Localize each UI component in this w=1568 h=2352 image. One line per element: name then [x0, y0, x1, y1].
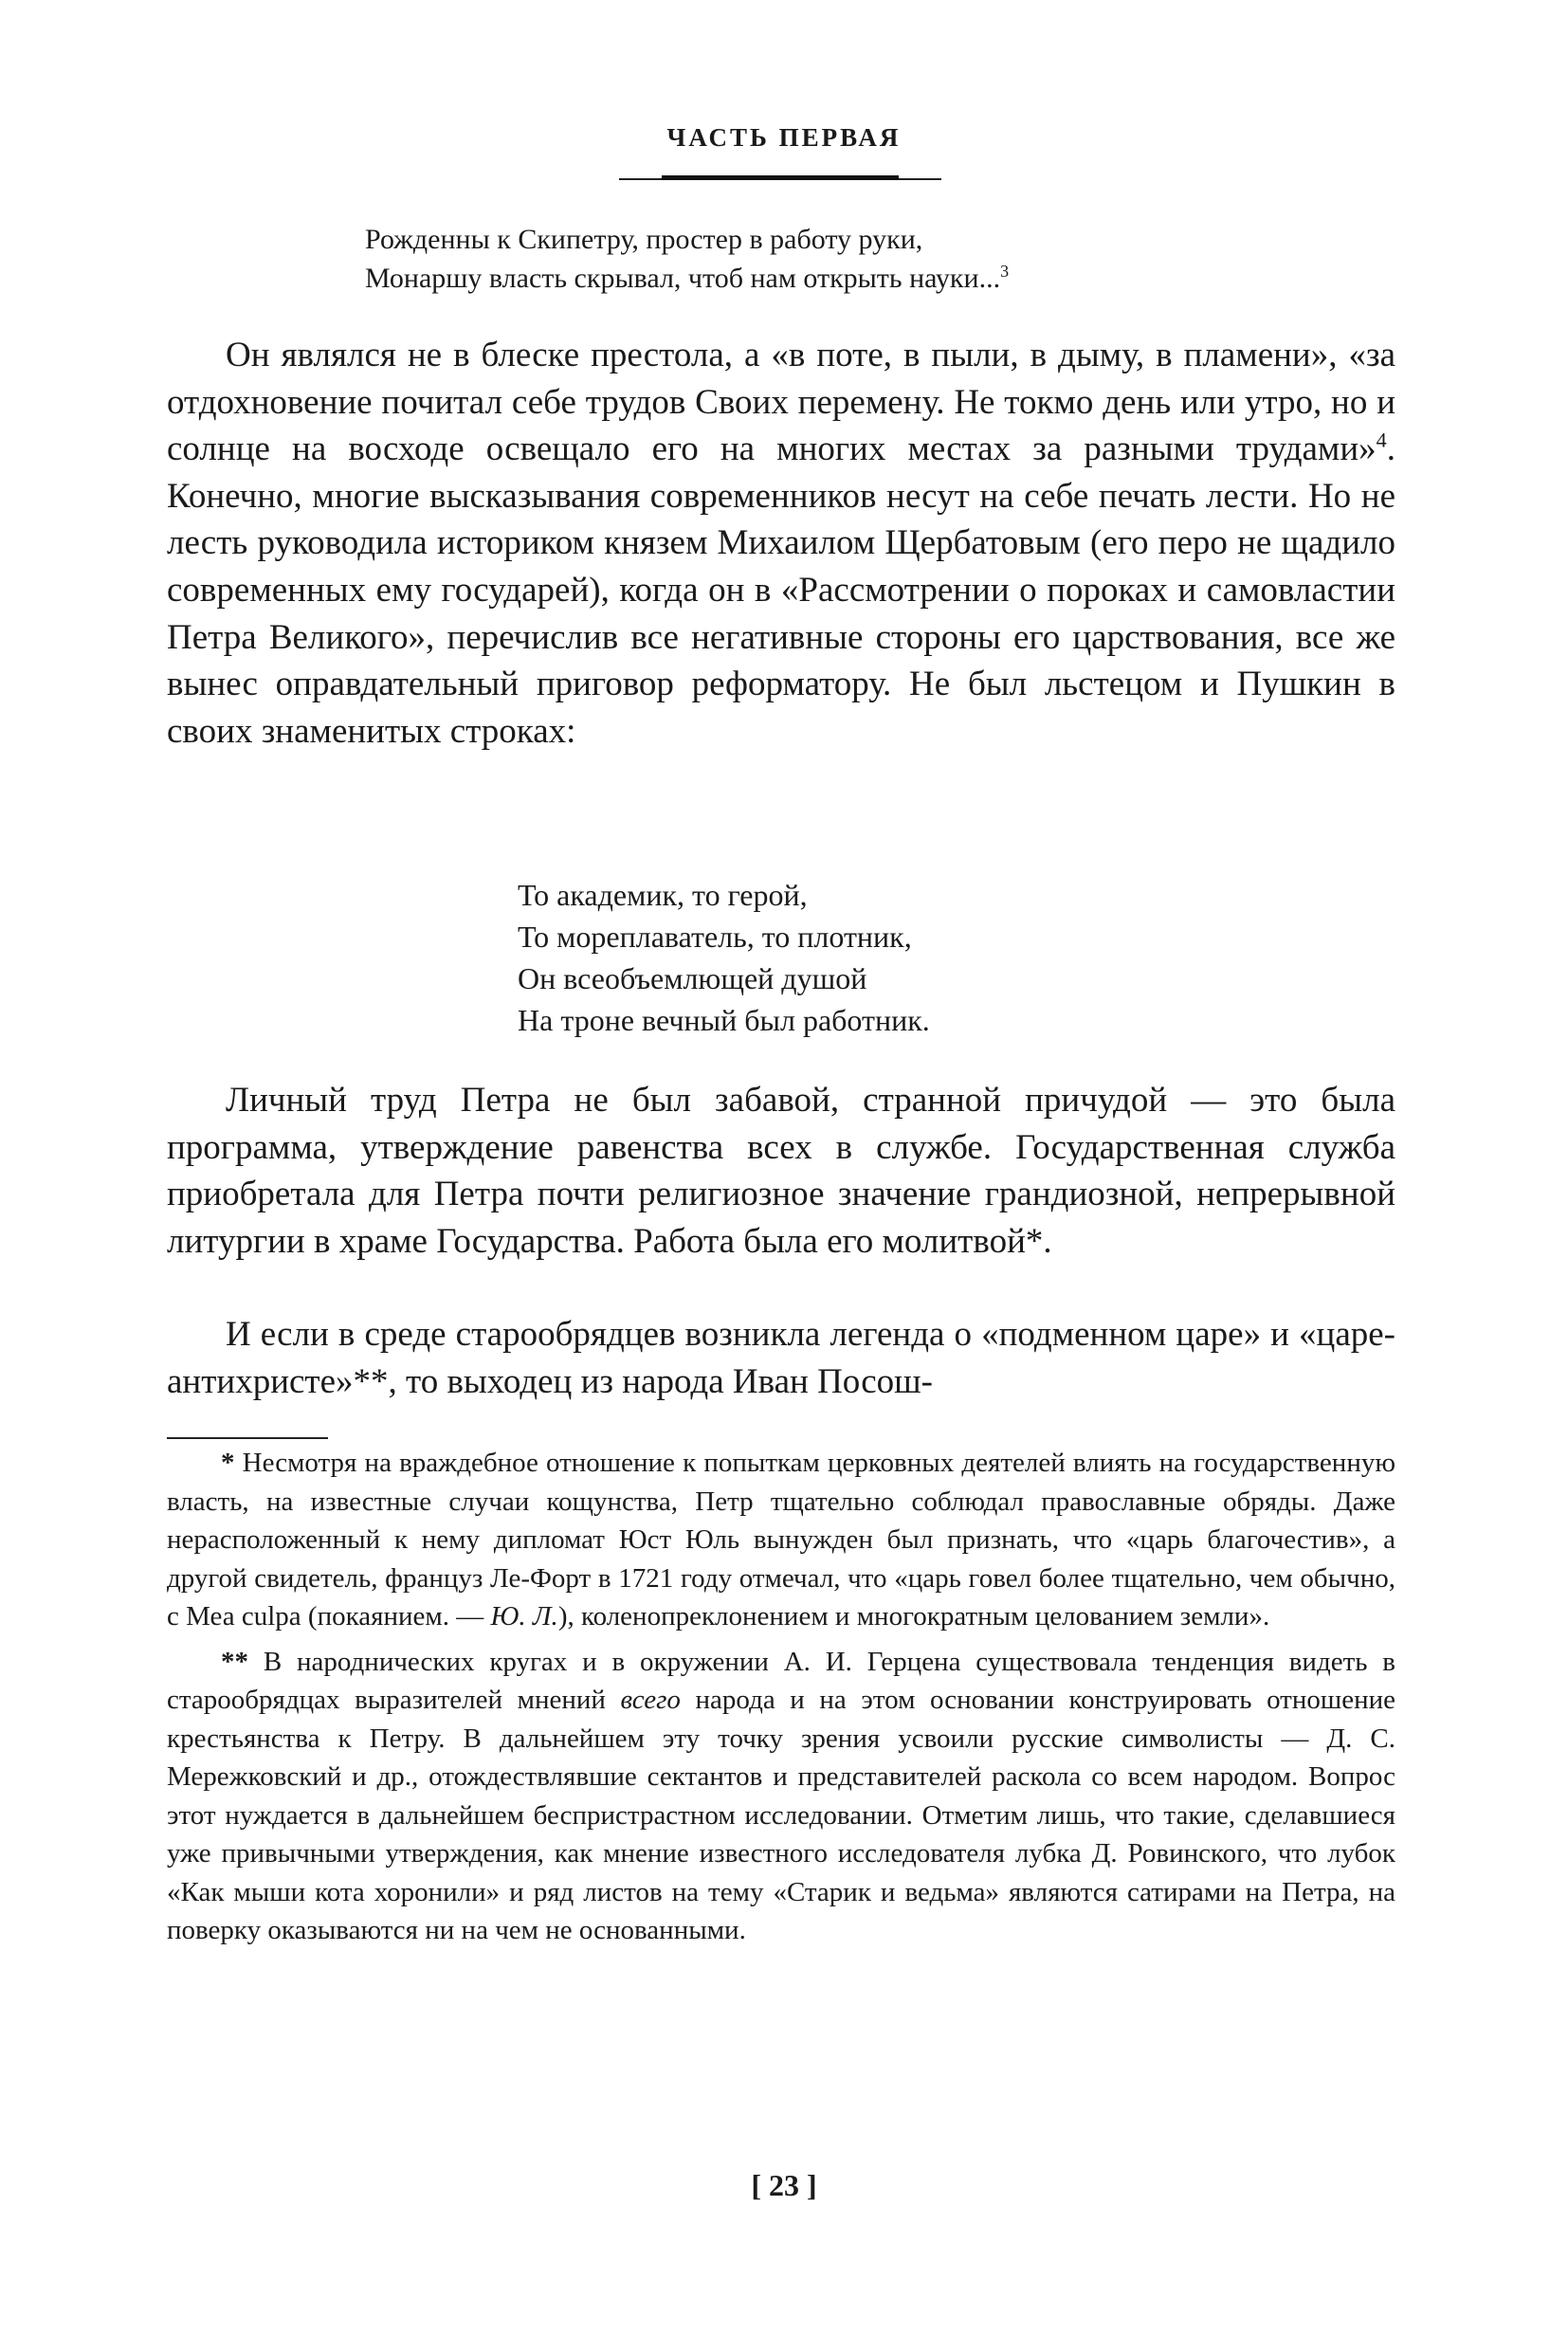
poem-line-2: То мореплаватель, то плотник,	[518, 920, 912, 954]
paragraph-2	[167, 1077, 1395, 1265]
footnote-1-mark: *	[221, 1448, 235, 1478]
footnote-2-text-b: народа и на этом основании конструировать отношение крестьянства к Петру. В дальнейшем эту точку зрения усвоили русские символисты — Д. С. Мережковский и др., отождествлявшие сектантов и представителей раскола со всем народом. Вопрос этот нуждается в дальнейшем беспристрастном исследовании. Отметим лишь, что такие, сделавшиеся уже привычными утверждения, как мнение известного исследователя лубка Д. Ровинского, что лубок «Как мыши кота хоронили» и ряд листов на тему «Старик и ведьма» являются сатирами на Петра, на поверку оказываются ни на чем не основанными.	[167, 1685, 1395, 1945]
paragraph-1-text-a: Он являлся не в блеске престола, а «в поте, в пыли, в дыму, в пламени», «за отдохновение почитал себе трудов Своих перемену. Не токмо день или утро, но и солнце на восходе освещало его на многих местах за разными трудами»	[167, 336, 1395, 469]
poem-line-3: Он всеобъемлющей душой	[518, 961, 867, 995]
paragraph-3	[167, 1311, 1395, 1405]
footnote-2	[167, 1643, 1395, 1950]
epigraph	[365, 220, 1009, 298]
footnotes	[167, 1444, 1395, 1950]
footnote-1-italic: Ю. Л.	[490, 1601, 558, 1632]
poem	[518, 874, 930, 1041]
footnote-1	[167, 1444, 1395, 1636]
poem-line-4: На троне вечный был работник.	[518, 1003, 930, 1037]
paragraph-3-text: И если в среде старообрядцев возникла легенда о «подменном царе» и «царе-антихристе»**, то выходец из народа Иван Посош-	[167, 1315, 1395, 1401]
epigraph-line-2	[365, 259, 1009, 298]
footnote-1-text-b: ), коленопреклонением и многократным целованием земли».	[557, 1601, 1270, 1632]
running-header: ЧАСТЬ ПЕРВАЯ	[666, 123, 902, 152]
paragraph-1	[167, 332, 1395, 755]
footnote-2-text-a: В народнических кругах и в окружении А. И. Герцена существовала тенденция видеть в старообрядцах выразителей мнений	[167, 1646, 1395, 1715]
paragraph-2-text: Личный труд Петра не был забавой, странной причудой — это была программа, утверждение равенства всех в службе. Государственная служба приобретала для Петра почти религиозное значение грандиозной, непрерывной литургии в храме Государства. Работа была его молитвой*.	[167, 1081, 1395, 1261]
paragraph-1-text-b: . Конечно, многие высказывания современников несут на себе печать лести. Но не лесть руководила историком князем Михаилом Щербатовым (его перо не щадило современных ему государей), когда он в «Рассмотрении о пороках и самовластии Петра Великого», перечислив все негативные стороны его царствования, все же вынес оправдательный приговор реформатору. Не был льстецом и Пушкин в своих знаменитых строках:	[167, 429, 1395, 751]
footnote-ref-4: 4	[1376, 428, 1387, 452]
epigraph-line-2-text: Монаршу власть скрывал, чтоб нам открыть науки...	[365, 263, 1001, 294]
epigraph-line-1: Рожденны к Скипетру, простер в работу руки,	[365, 224, 923, 255]
page-number: [ 23 ]	[751, 2168, 817, 2202]
footnote-ref-3: 3	[1000, 262, 1010, 281]
header-rule-accent	[662, 175, 899, 180]
poem-line-1: То академик, то герой,	[518, 878, 808, 912]
footnote-2-mark: **	[221, 1646, 248, 1677]
footnote-2-italic: всего	[620, 1685, 681, 1715]
footnote-separator	[167, 1437, 328, 1439]
footnote-1-text-a: Несмотря на враждебное отношение к попыткам церковных деятелей влиять на государственную власть, на известные случаи кощунства, Петр тщательно соблюдал православные обряды. Даже нерасположенный к нему дипломат Юст Юль вынужден был признать, что «царь благочестив», а другой свидетель, француз Ле-Форт в 1721 году отмечал, что «царь говел более тщательно, чем обычно, с Меа culpa (покаянием. —	[167, 1448, 1395, 1632]
